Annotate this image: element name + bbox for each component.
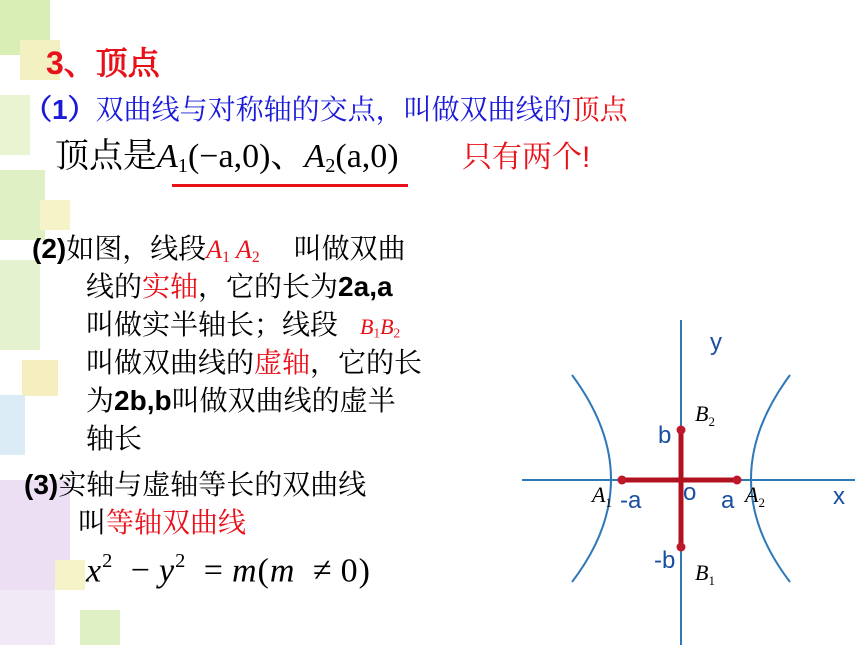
item2-l1-tail: 叫做双曲 (293, 233, 406, 264)
item2-number: (2) (32, 233, 67, 264)
seg-b2-sub: 2 (393, 325, 401, 341)
item2-l2-bold: 2a,a (338, 271, 393, 302)
label-b2-sub: 2 (708, 414, 715, 429)
real-axis-term: 实轴 (142, 271, 199, 302)
item2-line2 (32, 268, 422, 306)
vertex-line (55, 128, 399, 178)
label-a1 (590, 482, 612, 510)
item1-line (24, 88, 628, 128)
x-axis-label: x (833, 483, 845, 510)
vertex-underline (172, 184, 408, 187)
item2-l5-bold: 2b,b (114, 385, 172, 416)
pos-a-label: a (721, 487, 735, 514)
label-a2-letter: A (745, 482, 759, 507)
item3-line2 (24, 504, 366, 542)
item2-l1-text: 如图，线段 (66, 233, 207, 264)
formula-x: x (86, 552, 103, 590)
seg-b1-letter: B (360, 314, 374, 339)
pos-b-label: b (658, 422, 672, 449)
neg-b-label: -b (654, 547, 676, 574)
equilateral-hyperbola-term: 等轴双曲线 (106, 507, 247, 538)
vertex-a2-coords: (a,0) (335, 138, 399, 175)
item2-line4 (32, 344, 422, 382)
formula-m2: m (269, 552, 296, 590)
hyperbola-figure (500, 320, 860, 645)
vertex-label: 顶点是 (55, 138, 157, 175)
label-a1-sub: 1 (605, 495, 612, 510)
vertex-note: 只有两个! (462, 141, 591, 174)
deco-square (55, 560, 85, 590)
segment-a1a2 (206, 235, 259, 264)
item2-l4-pre: 叫做双曲线的 (86, 347, 255, 378)
label-b1-letter: B (695, 560, 709, 585)
deco-square (80, 610, 120, 645)
segment-b1b2 (360, 314, 400, 339)
item2-l5-pre: 为 (86, 385, 115, 416)
vertex-a1-sub: 1 (177, 155, 188, 178)
formula-eq: = (203, 552, 224, 590)
formula-zero: 0) (340, 552, 371, 590)
formula-exp1: 2 (102, 550, 114, 572)
left-branch (572, 375, 611, 582)
item3-l2-pre: 叫 (78, 507, 107, 538)
equilateral-formula (86, 550, 371, 590)
item3-l1: 实轴与虚轴等长的双曲线 (58, 469, 367, 500)
origin-label: o (683, 479, 697, 506)
formula-y: y (158, 552, 176, 590)
formula-neq: ≠ (312, 552, 333, 590)
vertex-a2-sub: 2 (325, 155, 336, 178)
label-b2 (695, 401, 715, 429)
vertex-a1-point (618, 476, 627, 485)
seg-a1-letter: A (206, 235, 223, 264)
deco-square (0, 395, 25, 455)
seg-b1-sub: 1 (373, 325, 381, 341)
item2-l5-tail: 叫做双曲线的虚半 (171, 385, 396, 416)
item1-number: （1） (24, 94, 96, 125)
imaginary-axis-term: 虚轴 (254, 347, 311, 378)
item2-line5 (32, 382, 422, 420)
section-title: 3、顶点 (46, 45, 160, 81)
formula-paren: ( (257, 552, 270, 590)
item3-paragraph (24, 466, 366, 542)
deco-square (40, 200, 70, 230)
seg-a2-sub: 2 (251, 248, 260, 266)
seg-b2-letter: B (380, 314, 394, 339)
neg-a-label: -a (620, 487, 642, 514)
item1-highlight: 顶点 (571, 94, 628, 125)
right-branch (751, 375, 790, 582)
item3-number: (3) (24, 469, 59, 500)
item2-line3 (32, 306, 422, 344)
vertex-a2-point (733, 476, 742, 485)
vertex-a2: A (304, 138, 326, 175)
y-axis-label: y (710, 329, 722, 356)
item3-line1 (24, 466, 366, 504)
seg-a2-letter: A (235, 235, 252, 264)
item2-l6: 轴长 (86, 423, 143, 454)
label-a1-letter: A (592, 482, 606, 507)
item2-paragraph (32, 230, 422, 458)
item2-line6 (32, 420, 422, 458)
item1-text: 双曲线与对称轴的交点，叫做双曲线的 (95, 94, 572, 125)
item2-line1 (32, 230, 422, 268)
vertex-a1: A (157, 138, 178, 175)
item2-l3-text: 叫做实半轴长；线段 (86, 309, 339, 340)
vertex-separator: 、 (270, 138, 305, 175)
item2-l2-pre: 线的 (86, 271, 143, 302)
vertex-a1-coords: (−a,0) (187, 138, 271, 175)
seg-a1-sub: 1 (222, 248, 230, 266)
deco-square (0, 590, 55, 645)
formula-exp2: 2 (175, 550, 187, 572)
b2-point (677, 426, 686, 435)
label-b2-letter: B (695, 401, 709, 426)
item2-l2-mid: ，它的长为 (198, 271, 339, 302)
label-b1 (695, 560, 715, 588)
label-a2 (743, 482, 765, 510)
label-b1-sub: 1 (708, 573, 715, 588)
item2-l4-tail: ，它的长 (310, 347, 423, 378)
formula-m: m (231, 552, 258, 590)
b1-point (677, 543, 686, 552)
formula-minus: − (130, 552, 151, 590)
label-a2-sub: 2 (758, 495, 765, 510)
